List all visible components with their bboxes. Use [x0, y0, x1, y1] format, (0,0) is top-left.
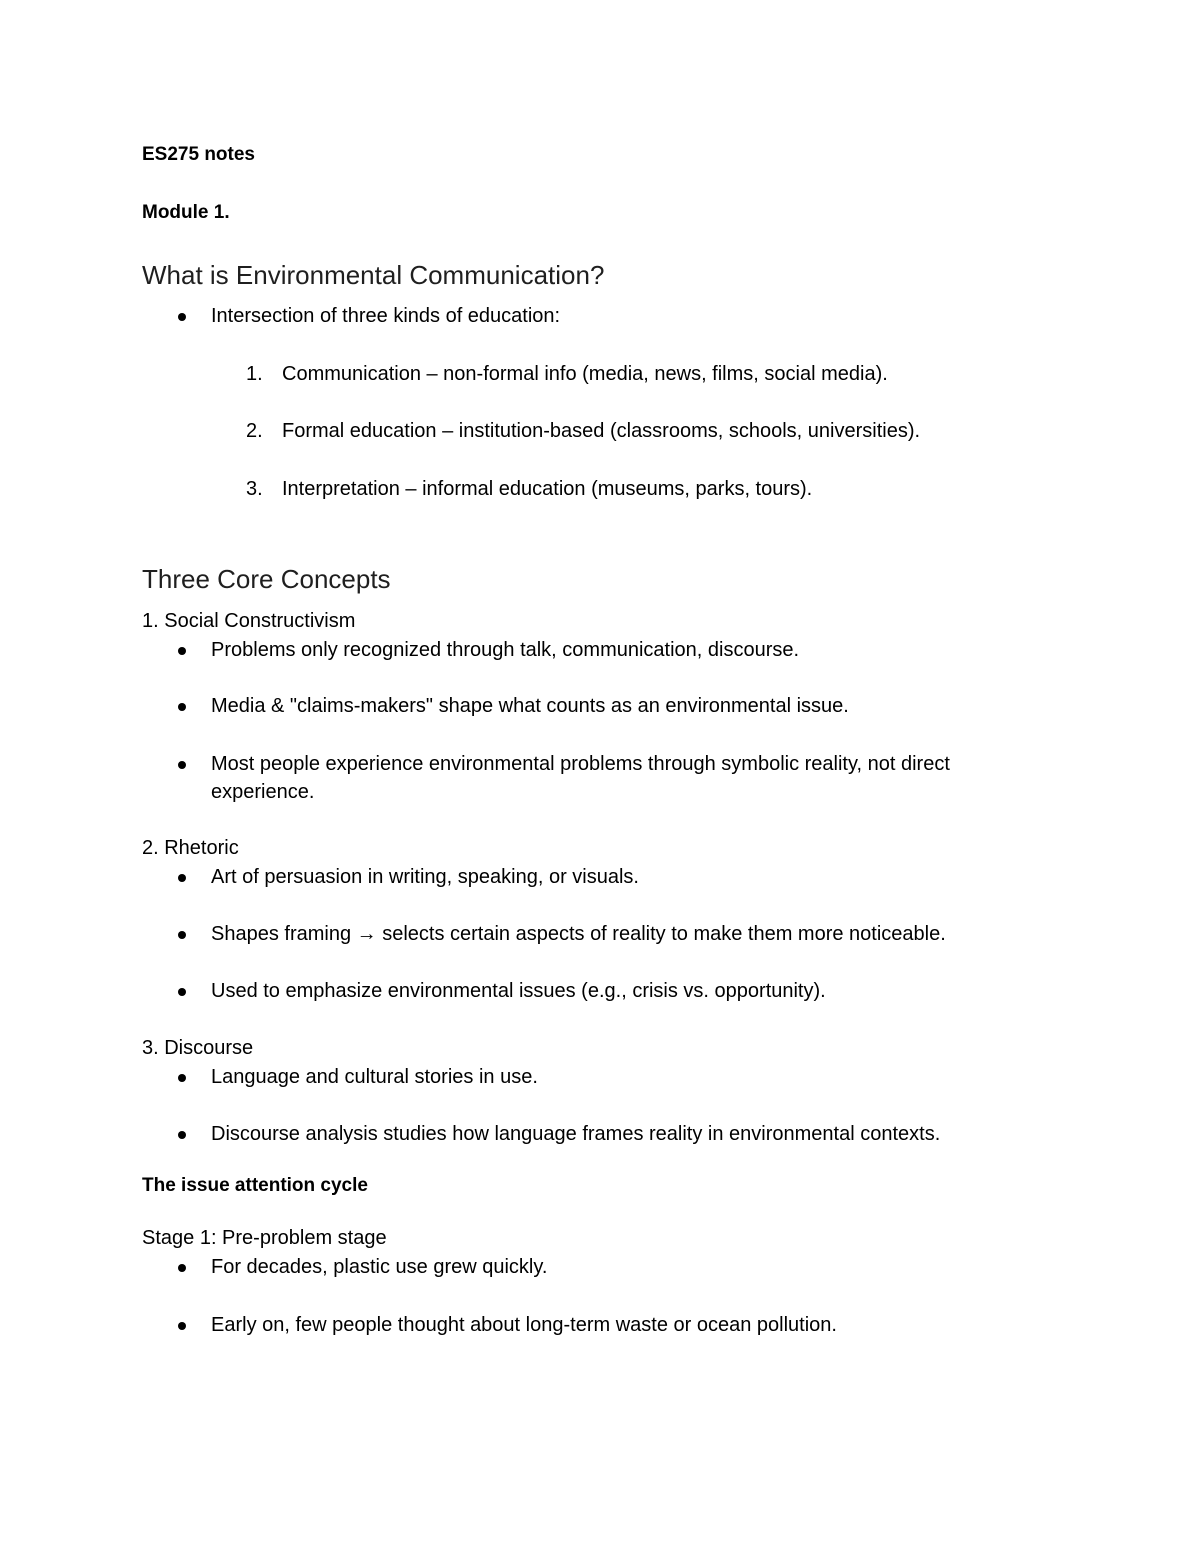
bullet-text: For decades, plastic use grew quickly. — [211, 1256, 548, 1278]
bullet-icon — [178, 1264, 186, 1272]
bullet-text: Intersection of three kinds of education: — [211, 305, 561, 327]
concept-title: 1. Social Constructivism — [142, 610, 356, 632]
bullet-icon — [178, 931, 186, 939]
bullet-text: Problems only recognized through talk, communication, discourse. — [211, 639, 800, 661]
list-item: Formal education – institution-based (classrooms, schools, universities). — [282, 420, 921, 442]
bullet-text: Media & "claims-makers" shape what counts as an environmental issue. — [211, 695, 849, 717]
concept-title: 2. Rhetoric — [142, 837, 239, 859]
bullet-text: Discourse analysis studies how language frames reality in environmental contexts. — [211, 1123, 941, 1145]
bullet-text: Shapes framing → selects certain aspects of reality to make them more noticeable. — [211, 923, 946, 945]
stage-title: Stage 1: Pre-problem stage — [142, 1227, 387, 1249]
bullet-text: Early on, few people thought about long-term waste or ocean pollution. — [211, 1314, 837, 1336]
list-item: Interpretation – informal education (museums, parks, tours). — [282, 478, 813, 500]
section-heading-environmental-communication: What is Environmental Communication? — [142, 260, 605, 290]
bullet-icon — [178, 988, 186, 996]
list-number: 2. — [246, 420, 263, 442]
bullet-icon — [178, 761, 186, 769]
list-number: 3. — [246, 478, 263, 500]
bullet-icon — [178, 1131, 186, 1139]
section-heading-core-concepts: Three Core Concepts — [142, 564, 391, 594]
bullet-icon — [178, 874, 186, 882]
bullet-icon — [178, 1322, 186, 1330]
list-item: Communication – non-formal info (media, news, films, social media). — [282, 363, 888, 385]
bullet-text: Art of persuasion in writing, speaking, or visuals. — [211, 866, 639, 888]
document-title: ES275 notes — [142, 144, 255, 165]
bullet-icon — [178, 647, 186, 655]
list-number: 1. — [246, 363, 263, 385]
bullet-text: Language and cultural stories in use. — [211, 1066, 538, 1088]
bullet-text: Used to emphasize environmental issues (e.g., crisis vs. opportunity). — [211, 980, 826, 1002]
bullet-text: Most people experience environmental problems through symbolic reality, not direct experience. — [211, 753, 950, 803]
concept-title: 3. Discourse — [142, 1037, 254, 1059]
bullet-icon — [178, 703, 186, 711]
bullet-icon — [178, 313, 186, 321]
section-heading-issue-attention-cycle: The issue attention cycle — [142, 1175, 368, 1196]
module-title: Module 1. — [142, 202, 230, 223]
bullet-icon — [178, 1074, 186, 1082]
